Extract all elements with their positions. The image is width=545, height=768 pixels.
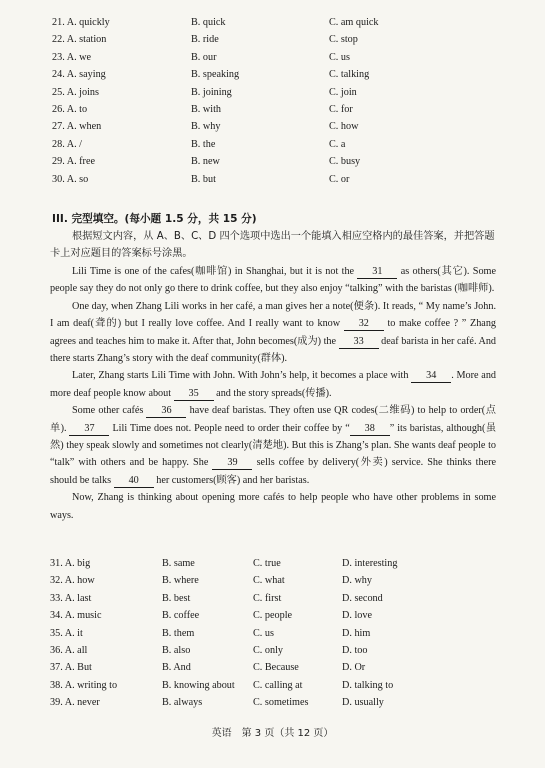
option-row-35: 35. A. it B. them C. us D. him: [50, 627, 371, 639]
option-row-22: 22. A. station B. ride C. stop: [52, 34, 358, 46]
passage-paragraph: Lili Time is one of the cafes(咖啡馆) in Shanghai, but it is not the 31 as others(其它). Some people say they do not only go there to drink coffee, but they also enjoy “talking” with the baristas (咖啡师).: [50, 266, 497, 295]
answer-blank-35[interactable]: 35: [174, 388, 214, 401]
answer-blank-40[interactable]: 40: [114, 475, 154, 488]
option-row-21: 21. A. quickly B. quick C. am quick: [52, 17, 379, 28]
option-row-26: 26. A. to B. with C. for: [52, 104, 353, 116]
cloze-passage: [50, 263, 496, 524]
option-row-39: 39. A. never B. always C. sometimes D. usually: [50, 697, 384, 709]
option-row-24: 24. A. saying B. speaking C. talking: [52, 69, 370, 81]
option-row-27: 27. A. when B. why C. how: [52, 121, 359, 133]
page-footer: 英语 第 3 页（共 12 页）: [211, 728, 334, 739]
option-row-34: 34. A. music B. coffee C. people D. love: [50, 610, 372, 622]
option-row-30: 30. A. so B. but C. or: [52, 173, 350, 185]
passage-paragraph: One day, when Zhang Lili works in her café, a man gives her a note(便条). It reads, “ My name’s John. I am deaf(聋的) but I really love coffee. And I really want to know 32 to make coffee ? ” Zhang agrees and teaches him to make it. After that, John becomes(成为) the 33 deaf barista in her café. And there starts Zhang’s story with the deaf community(群体).: [50, 300, 497, 365]
instructions-text: 根据短文内容，从 A、B、C、D 四个选项中选出一个能填入相应空格内的最佳答案，并把答题卡上对应题目的答案标号涂黑。: [50, 231, 495, 260]
answer-blank-33[interactable]: 33: [339, 336, 379, 349]
passage-paragraph: Some other cafés 36 have deaf baristas. They often use QR codes(二维码) to help to order(点单). 37 Lili Time does not. People need to order their coffee by “ 38 ” its baristas, although(虽然) they speak slowly and sometimes not clearly(清楚地). But this is Zhang’s plan. She wants deaf people to “talk” with others and be happy. She 39 sells coffee by delivery(外卖) service. She thinks there should be talks 40 her customers(顾客) and her baristas.: [50, 405, 497, 486]
instructions: [50, 228, 496, 263]
option-row-29: 29. A. free B. new C. busy: [52, 156, 361, 168]
answer-blank-31[interactable]: 31: [357, 266, 397, 279]
option-row-31: 31. A. big B. same C. true D. interesting: [50, 558, 398, 569]
option-row-28: 28. A. / B. the C. a: [52, 138, 346, 150]
answer-blank-37[interactable]: 37: [69, 423, 109, 436]
answer-blank-32[interactable]: 32: [344, 318, 384, 331]
passage-paragraph: Now, Zhang is thinking about opening more cafés to help people who have other problems in some ways.: [50, 492, 496, 521]
option-row-36: 36. A. all B. also C. only D. too: [50, 645, 368, 657]
option-row-32: 32. A. how B. where C. what D. why: [50, 575, 372, 587]
answer-blank-36[interactable]: 36: [146, 405, 186, 418]
option-row-38: 38. A. writing to B. knowing about C. calling at D. talking to: [50, 679, 394, 691]
answer-blank-34[interactable]: 34: [411, 370, 451, 383]
section-heading: III. 完型填空。(每小题 1.5 分，共 15 分): [52, 213, 257, 225]
answer-blank-39[interactable]: 39: [212, 457, 252, 470]
passage-paragraph: Later, Zhang starts Lili Time with John. With John’s help, it becomes a place with 34 . More and more deaf people know about 35 and the story spreads(传播).: [50, 370, 497, 399]
option-row-23: 23. A. we B. our C. us: [52, 51, 350, 63]
option-row-33: 33. A. last B. best C. first D. second: [50, 592, 383, 604]
options-21-30: [52, 14, 449, 188]
option-row-25: 25. A. joins B. joining C. join: [52, 86, 357, 98]
option-row-37: 37. A. But B. And C. Because D. Or: [50, 662, 366, 674]
answer-blank-38[interactable]: 38: [350, 423, 390, 436]
options-31-39: [50, 555, 442, 712]
